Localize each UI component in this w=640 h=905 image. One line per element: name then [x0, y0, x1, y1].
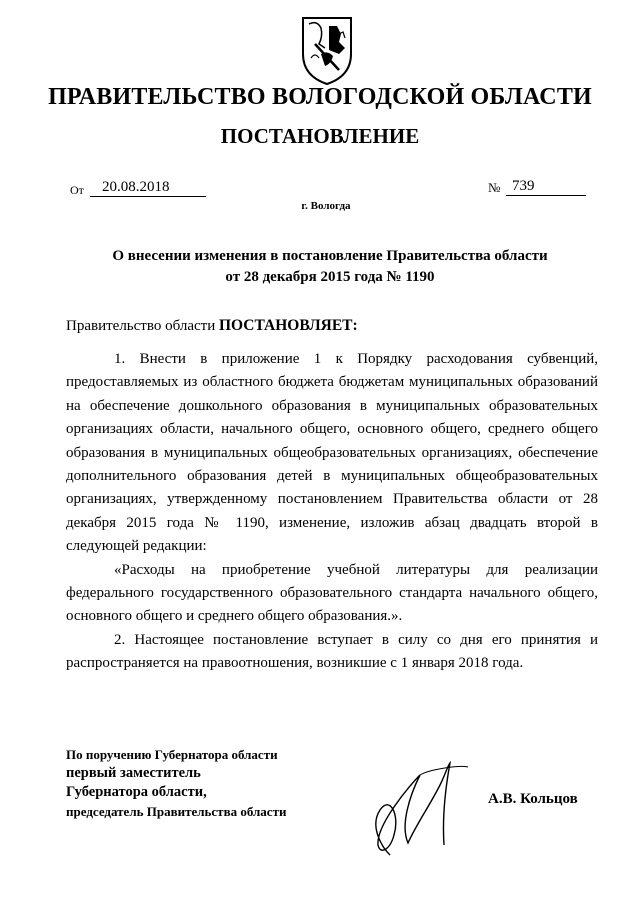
decree-verb: ПОСТАНОВЛЯЕТ:	[218, 317, 358, 334]
document-body	[66, 348, 598, 676]
signer-name: А.В. Кольцов	[488, 791, 578, 807]
paragraph-1: 1. Внести в приложение 1 к Порядку расходования субвенций, предоставляемых из областного бюджета бюджетам муниципальных образований на обеспечение дошкольного образования в муниципальных образовательных организациях области, начального общего, основного общего, среднего общего образования в муниципальных общеобразовательных организациях, обеспечение дополнительного образования детей в муниципальных общеобразовательных организациях, утвержденному постановлением Правительства области от 28 декабря 2015 года № 1190, изменение, изложив абзац двадцать второй в следующей редакции:	[66, 351, 598, 555]
subject-line-2: от 28 декабря 2015 года № 1190	[225, 269, 435, 285]
signatory-line-1: По поручению Губернатора области	[66, 747, 278, 762]
signatory-title	[66, 745, 286, 821]
decree-intro-text: Правительство области	[66, 318, 216, 334]
document-type: ПОСТАНОВЛЕНИЕ	[220, 124, 420, 148]
date-label: От	[70, 183, 84, 197]
subject-line-1: О внесении изменения в постановление Правительства области	[112, 248, 548, 264]
city: г. Вологда	[301, 200, 351, 212]
government-title: ПРАВИТЕЛЬСТВО ВОЛОГОДСКОЙ ОБЛАСТИ	[48, 84, 592, 110]
decree-intro	[66, 317, 358, 335]
document-number: 739	[506, 177, 586, 196]
signatory-line-3: Губернатора области,	[66, 784, 207, 800]
document-subject	[60, 246, 600, 288]
paragraph-3: 2. Настоящее постановление вступает в силу со дня его принятия и распространяется на правоотношения, возникшие с 1 января 2018 года.	[66, 631, 598, 672]
document-date: 20.08.2018	[90, 178, 206, 197]
signatory-line-4: председатель Правительства области	[66, 804, 287, 819]
vologda-coat-of-arms-icon	[299, 14, 355, 86]
handwritten-signature	[350, 755, 480, 865]
signatory-line-2: первый заместитель	[66, 765, 201, 781]
number-label: №	[488, 180, 501, 195]
paragraph-2: «Расходы на приобретение учебной литературы для реализации федерального государственного образовательного стандарта начального общего, основного общего и среднего общего образования.».	[66, 561, 598, 625]
